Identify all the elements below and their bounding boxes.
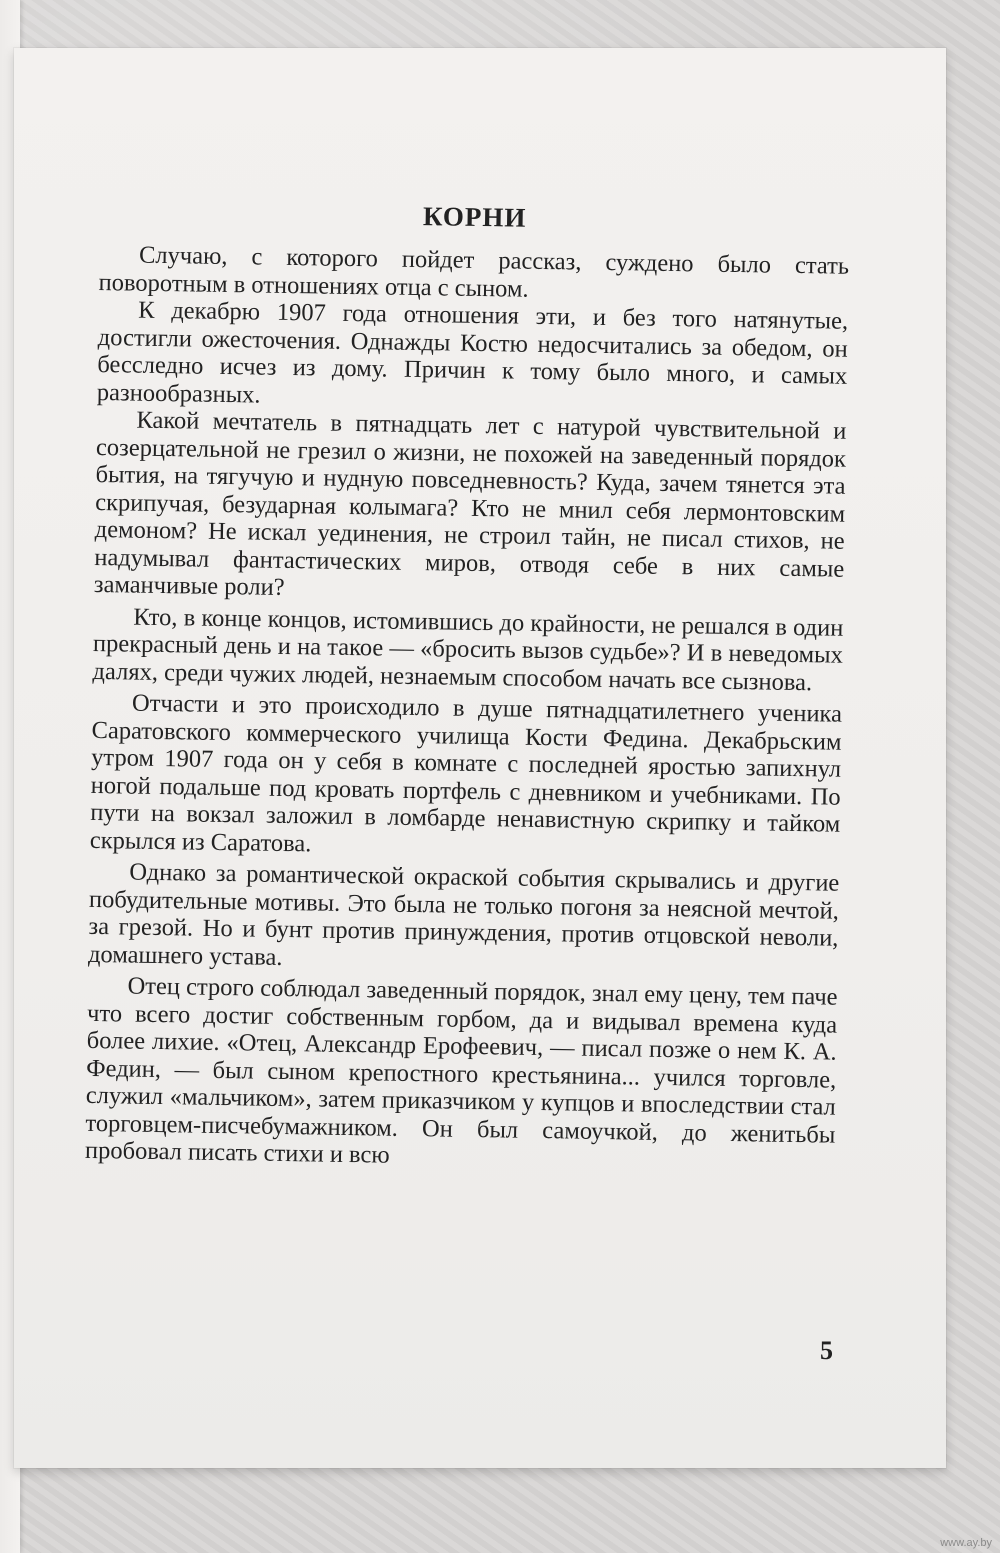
chapter-title: КОРНИ	[422, 201, 527, 233]
book-page	[14, 48, 946, 1468]
page-number: 5	[820, 1336, 833, 1365]
paragraph-4: Кто, в конце концов, истомившись до крайности, не решался в один прекрасный день и на такое — «бросить вызов судьбе»? И в неведомых далях, среди чужих людей, незнаемым способом начать все сызнова.	[92, 603, 844, 696]
paragraph-1: Случаю, с которого пойдет рассказ, суждено было стать поворотным в отношениях отца с сыном.	[98, 241, 850, 303]
paragraph-3: Какой мечтатель в пятнадцать лет с натурой чувствительной и созерцательной не грезил о жизни, не похожей на заведенный порядок бытия, на тягучую и нудную повседневность? Куда, зачем тянется эта скрипучая, безударная колымага? Кто не мнил себя лермонтовским демоном? Не искал уединения, не строил тайн, не писал стихов, не надумывал фантастических миров, отводя себе в них самые заманчивые роли?	[93, 406, 847, 601]
paragraph-7: Отец строго соблюдал заведенный порядок, знал ему цену, тем паче что всего достиг собственным горбом, да и видывал времена куда более лихие. «Отец, Александр Ерофеевич, — писал позже о нем К. А. Федин, — был сыном крепостного крестьянина... учился торговле, служил «мальчиком», затем приказчиком у купцов и впоследствии стал торговцем-писчебумажником. Он был самоучкой, до женитьбы пробовал писать стихи и всю	[84, 972, 838, 1169]
paragraph-2: К декабрю 1907 года отношения эти, и без того натянутые, достигли ожесточения. Однажды Костю недосчитались за обедом, он бесследно исчез из дому. Причин к тому было много, и самых разнообразных.	[96, 296, 849, 409]
page-text-block	[85, 196, 850, 1176]
paragraph-6: Однако за романтической окраской события скрывались и другие побудительные мотивы. Это была не только погоня за неясной мечтой, за грезой. Но и бунт против принуждения, против отцовской неволи, домашнего устава.	[87, 858, 840, 971]
watermark: www.ay.by	[940, 1537, 992, 1549]
paragraph-5: Отчасти и это происходило в душе пятнадцатилетнего ученика Саратовского коммерческого училища Кости Федина. Декабрьским утром 1907 года он у себя в комнате с последней яростью запихнул ногой подальше под кровать портфель с дневником и учебниками. По пути на вокзал заложил в ломбарде ненавистную скрипку и тайком скрылся из Саратова.	[89, 689, 843, 857]
